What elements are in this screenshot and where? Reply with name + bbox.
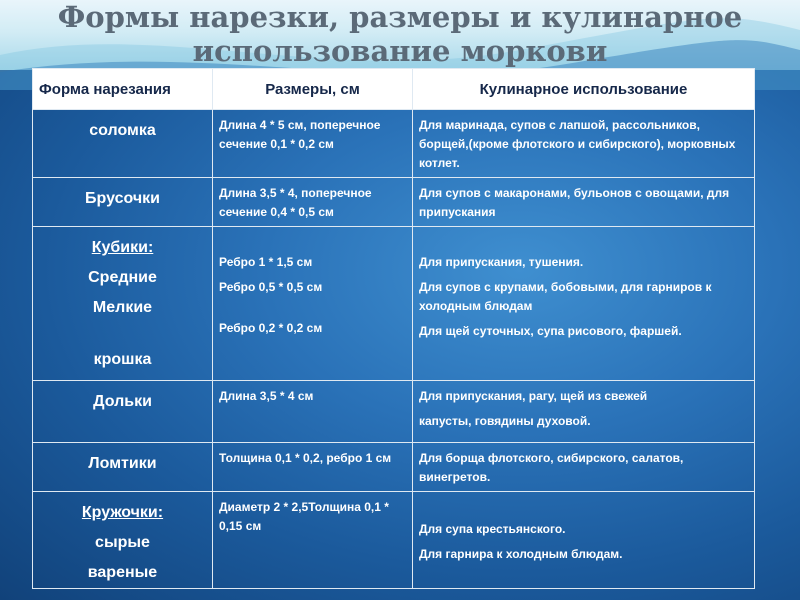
cut-name: Дольки xyxy=(93,393,152,410)
size-cell: Длина 3,5 * 4, поперечное сечение 0,4 * 0,5 см xyxy=(213,178,413,227)
use-cell: Для маринада, супов с лапшой, рассольников, борщей,(кроме флотского и сибирского), морковных котлет. xyxy=(413,110,755,178)
size-cell: Длина 4 * 5 см, поперечное сечение 0,1 * 0,2 см xyxy=(213,110,413,178)
use-cell: Для супов с макаронами, бульонов с овощами, для припускания xyxy=(413,178,755,227)
size-cell: Толщина 0,1 * 0,2, ребро 1 см xyxy=(213,443,413,492)
use-cell: Для борща флотского, сибирского, салатов, винегретов. xyxy=(413,443,755,492)
table-row xyxy=(33,443,755,492)
cut-name-cell xyxy=(33,492,213,589)
cut-name-cell xyxy=(33,178,213,227)
page-title xyxy=(0,0,800,68)
size-cell: Длина 3,5 * 4 см xyxy=(213,381,413,443)
use-line: Для припускания, тушения. xyxy=(419,255,584,269)
cut-name: Брусочки xyxy=(85,190,160,207)
cut-subname: Мелкие xyxy=(92,299,153,316)
size-cell xyxy=(213,227,413,381)
cut-subname: Средние xyxy=(88,269,157,286)
cut-name: Ломтики xyxy=(88,455,157,472)
use-line: Для супов с крупами, бобовыми, для гарниров к холодным блюдам xyxy=(419,280,712,313)
title-line-2: использование моркови xyxy=(192,34,608,68)
cut-name-heading: Кубики: xyxy=(91,239,154,256)
size-line: Ребро 0,5 * 0,5 см xyxy=(219,280,323,294)
cut-subname: сырые xyxy=(95,534,150,551)
size-line: Ребро 1 * 1,5 см xyxy=(219,255,313,269)
use-cell xyxy=(413,381,755,443)
header-sizes: Размеры, см xyxy=(213,69,413,110)
cut-subname: крошка xyxy=(93,351,152,368)
use-line: Для щей суточных, супа рисового, фаршей. xyxy=(419,324,682,338)
table-row xyxy=(33,227,755,381)
table-row xyxy=(33,492,755,589)
table-row xyxy=(33,178,755,227)
use-line: Для гарнира к холодным блюдам. xyxy=(419,547,623,561)
carrot-cuts-table-container xyxy=(32,68,754,589)
size-cell: Диаметр 2 * 2,5Толщина 0,1 * 0,15 см xyxy=(213,492,413,589)
table-row xyxy=(33,110,755,178)
cut-name: соломка xyxy=(89,122,156,139)
header-culinary-use: Кулинарное использование xyxy=(413,69,755,110)
cut-name-cell xyxy=(33,443,213,492)
table-row xyxy=(33,381,755,443)
cut-name-heading: Кружочки: xyxy=(81,504,164,521)
table-header-row xyxy=(33,69,755,110)
header-cut-form: Форма нарезания xyxy=(33,69,213,110)
carrot-cuts-table xyxy=(32,68,755,589)
cut-name-cell xyxy=(33,381,213,443)
title-line-1: Формы нарезки, размеры и кулинарное xyxy=(57,0,743,34)
use-line: капусты, говядины духовой. xyxy=(419,414,591,428)
use-cell xyxy=(413,492,755,589)
cut-name-cell xyxy=(33,227,213,381)
cut-name-cell xyxy=(33,110,213,178)
use-cell xyxy=(413,227,755,381)
cut-subname: вареные xyxy=(87,564,158,581)
use-line: Для супа крестьянского. xyxy=(419,522,566,536)
size-line: Ребро 0,2 * 0,2 см xyxy=(219,321,323,335)
use-line: Для припускания, рагу, щей из свежей xyxy=(419,389,648,403)
